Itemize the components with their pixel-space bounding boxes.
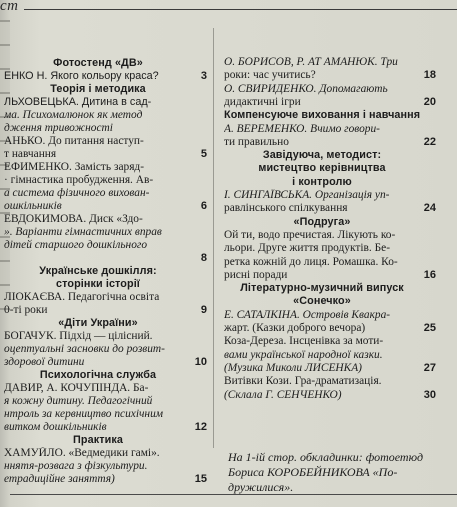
contents-entry-line: роки: час учитись? bbox=[224, 69, 316, 82]
section-heading: Фотостенд «ДВ» bbox=[53, 57, 143, 69]
section-heading: «Подруга» bbox=[293, 215, 351, 228]
section-heading: Літературно-музичний випуск bbox=[240, 282, 404, 295]
contents-entry-line: дітей старшого дошкільного bbox=[4, 239, 148, 251]
page-number: 3 bbox=[200, 70, 207, 82]
contents-entry-line: ти правильно bbox=[224, 135, 289, 148]
contents-entry-line: (Склала Г. СЕНЧЕНКО) bbox=[224, 388, 342, 401]
page-number: 30 bbox=[423, 388, 436, 401]
page-number: 25 bbox=[423, 322, 436, 334]
cover-note-line-1: На 1-ій стор. обкладинки: фотоетюд bbox=[228, 450, 424, 464]
contents-entry-line: ЕНКО Н. Якого кольору краса? bbox=[4, 70, 159, 82]
contents-entry-line: АНЬКО. До питання наступ- bbox=[4, 135, 144, 147]
section-heading: «Сонечко» bbox=[293, 295, 351, 308]
contents-entry-line: ретка кожній до лиця. Ромашка. Ко- bbox=[224, 255, 398, 268]
contents-entry-line: Коза-Дереза. Інсценівка за моти- bbox=[224, 335, 384, 348]
contents-entry-line: ЕФИМЕНКО. Замість заряд- bbox=[4, 161, 145, 173]
column-divider bbox=[213, 28, 214, 448]
page-number: 9 bbox=[200, 304, 207, 316]
contents-entry-line: А. ВЕРЕМЕНКО. Вчимо говори- bbox=[224, 122, 380, 135]
page-number: 8 bbox=[200, 252, 207, 264]
page-number: 15 bbox=[194, 473, 207, 485]
page-number: 20 bbox=[423, 95, 436, 108]
contents-entry-line: ннятя-розвага з фізкультури. bbox=[4, 460, 148, 472]
cover-note-line-2: Бориса КОРОБЕЙНИКОВА «По- bbox=[228, 465, 398, 479]
contents-entry-line: ДАВИР, А. КОЧУПІНДА. Ба- bbox=[4, 382, 149, 394]
page-number: 5 bbox=[200, 148, 207, 160]
contents-entry-line: ма. Психомалюнок як метод bbox=[4, 109, 143, 121]
contents-entry-line: жарт. (Казки доброго вечора) bbox=[224, 322, 366, 334]
contents-entry-line: ЛІОКАЄВА. Педагогічна освіта bbox=[4, 291, 160, 303]
contents-entry-line: т навчання bbox=[4, 148, 57, 160]
page-number: 22 bbox=[423, 135, 436, 148]
contents-entry-line: дидактичні ігри bbox=[224, 95, 301, 108]
section-heading: Українське дошкілля: bbox=[39, 265, 157, 277]
page-number: 12 bbox=[194, 421, 207, 433]
contents-entry-line: дження тривожності bbox=[4, 122, 113, 134]
section-heading: Завідуюча, методист: bbox=[262, 149, 382, 162]
contents-entry-line: Е. САТАЛКІНА. Островів Квакра- bbox=[224, 308, 391, 321]
contents-entry-line: равлінського спілкування bbox=[224, 202, 348, 215]
page-header-word: ст bbox=[0, 0, 19, 14]
section-heading: і контролю bbox=[292, 175, 352, 188]
contents-entry-line: І. СИНГАЇВСЬКА. Організація уп- bbox=[224, 189, 390, 201]
contents-entry-line: ». Варіанти гімнастичних вправ bbox=[4, 226, 162, 238]
page-number: 18 bbox=[423, 69, 436, 82]
contents-entry-line: Витівки Кози. Гра-драматизація. bbox=[224, 375, 382, 388]
section-heading: «Діти України» bbox=[58, 317, 138, 329]
page-number: 10 bbox=[194, 356, 207, 368]
page-number: 16 bbox=[423, 268, 436, 281]
contents-entry-line: витком дошкільників bbox=[4, 421, 107, 433]
contents-left-column bbox=[0, 0, 212, 507]
contents-entry-line: етрадиційне заняття) bbox=[4, 473, 115, 485]
section-heading: Психологічна служба bbox=[39, 369, 157, 381]
contents-entry-line: ЛЬХОВЕЦЬКА. Дитина в сад- bbox=[4, 96, 152, 108]
contents-entry-line: оцептуальні засновки до розвит- bbox=[4, 343, 165, 355]
contents-entry-line: 0-ті роки bbox=[4, 304, 48, 316]
contents-entry-line: (Музика Миколи ЛИСЕНКА) bbox=[224, 361, 362, 374]
contents-entry-line: ХАМУЙЛО. «Ведмедики гамі». bbox=[4, 447, 160, 459]
contents-entry-line: ЕВДОКИМОВА. Диск «Здо- bbox=[4, 213, 143, 225]
contents-entry-line: а система фізичного вихован- bbox=[4, 187, 150, 199]
page-number: 27 bbox=[423, 361, 436, 374]
contents-entry-line bbox=[4, 252, 192, 265]
contents-right-column bbox=[220, 0, 457, 507]
cover-note-line-3: дружилися». bbox=[228, 480, 294, 494]
page-number: 24 bbox=[423, 202, 436, 215]
section-heading: Компенсуюче виховання і навчання bbox=[224, 109, 420, 122]
contents-entry-line: здорової дитини bbox=[4, 356, 85, 368]
contents-entry-line: нтроль за кервництво психічним bbox=[4, 408, 164, 420]
section-heading: Практика bbox=[73, 434, 123, 446]
contents-entry-line: · гімнастика пробудження. Ав- bbox=[4, 174, 154, 186]
contents-entry-line: Ой ти, водо пречистая. Лікують ко- bbox=[224, 228, 396, 241]
contents-entry-line: ошкільників bbox=[4, 200, 62, 212]
contents-entry-line: БОГАЧУК. Підхід — цілісний. bbox=[4, 330, 153, 342]
contents-entry-line: я кожну дитину. Педагогічний bbox=[4, 395, 153, 407]
page-number: 6 bbox=[200, 200, 207, 212]
contents-entry-line: рисні поради bbox=[224, 268, 288, 281]
contents-entry-line: вами української народної казки. bbox=[224, 348, 383, 361]
contents-entry-line: льори. Друге життя продуктів. Бе- bbox=[224, 242, 390, 255]
section-heading: сторінки історії bbox=[56, 278, 140, 290]
section-heading: мистецтво керівництва bbox=[258, 162, 386, 175]
section-heading: Теорія і методика bbox=[50, 83, 146, 95]
contents-entry-line: О. СВИРИДЕНКО. Допомагають bbox=[224, 82, 388, 95]
bottom-rule bbox=[10, 494, 457, 495]
contents-entry-line: О. БОРИСОВ, Р. АТ АМАНЮК. Три bbox=[224, 56, 398, 68]
